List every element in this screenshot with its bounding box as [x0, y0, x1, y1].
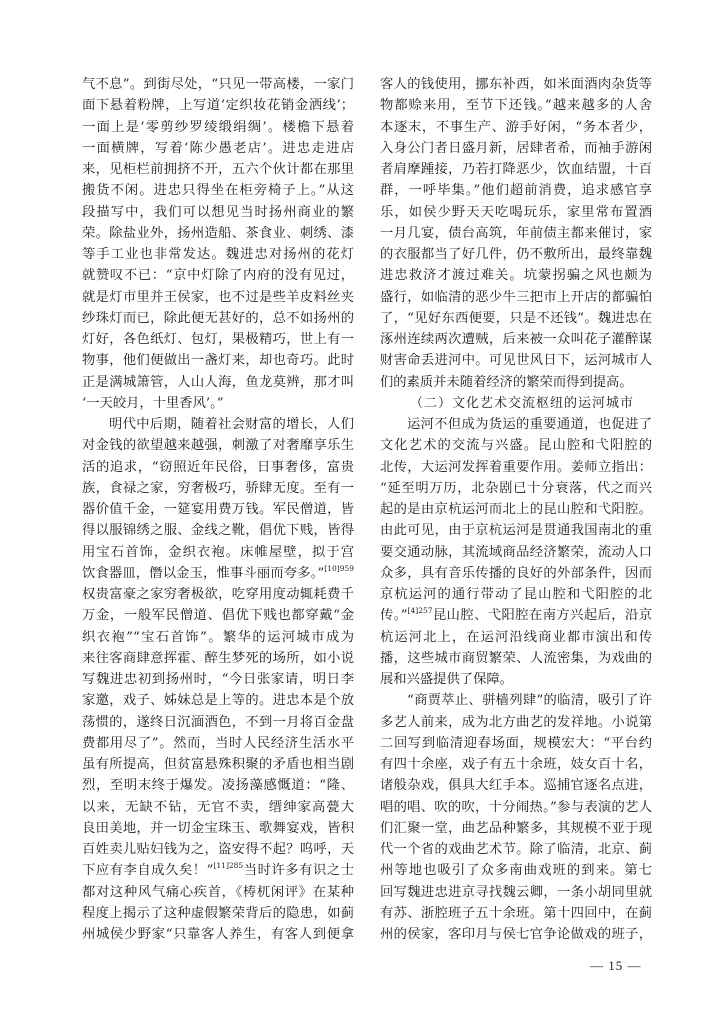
line-text: 来，见柜栏前拥挤不开，五六个伙计都在那里 [82, 162, 354, 177]
line-text: 一面横牌，写着‘陈少愚老店’。进忠走进店 [82, 140, 354, 156]
line-text: “延至明万历，北杂剧已十分衰落，代之而兴 [380, 480, 652, 496]
text-line [82, 669, 354, 690]
text-line [380, 690, 652, 711]
text-line [82, 542, 354, 563]
citation-reference: [10]959 [324, 563, 354, 573]
text-line [380, 648, 652, 669]
text-line [380, 95, 652, 116]
page-number: — 15 — [590, 958, 642, 973]
text-line [380, 138, 652, 159]
line-text: 客人的钱使用，挪东补西，如米面酒肉杂货等 [380, 77, 652, 92]
line-text: 回写魏进忠进京寻找魏云卿，一条小胡同里就 [380, 884, 652, 900]
text-line [82, 712, 354, 733]
text-line [82, 627, 354, 648]
text-line [380, 797, 652, 818]
line-text: 写魏进忠初到扬州时，“今日张家请，明日李 [82, 672, 354, 687]
text-line [82, 95, 354, 116]
text-line [82, 818, 354, 839]
text-line [380, 265, 652, 286]
line-text-continued: 当时许多有识之士 [243, 863, 354, 879]
text-line [82, 520, 354, 541]
line-text: 的衣服都当了好几件，仍不敷所出，最终靠魏 [380, 247, 652, 262]
line-text: 州等地也吸引了众多南曲戏班的到来。第七 [380, 863, 652, 879]
text-line [380, 159, 652, 180]
text-line [82, 839, 354, 860]
text-line [82, 860, 354, 881]
line-text: 得以服锦绣之服、金线之靴，倡优下贱，皆得 [82, 523, 354, 539]
line-text: 一月几宴，债台高筑，年前债主都来催讨，家 [380, 225, 652, 241]
line-text: 了，“见好东西便要，只是不还钱”。魏进忠在 [380, 310, 652, 326]
line-text: 传。” [380, 608, 408, 624]
text-line [82, 563, 354, 584]
text-line [380, 627, 652, 648]
line-text: 由此可见，由于京杭运河是贯通我国南北的重 [380, 523, 652, 539]
line-text: 有苏、浙腔班子五十余班。第十四回中，在蓟 [380, 905, 652, 921]
text-line [380, 499, 652, 520]
line-text: 等手工业也非常发达。魏进忠对扬州的花灯 [82, 247, 354, 262]
line-text: 进忠救济才渡过难关。坑蒙拐骗之风也颇为 [380, 268, 652, 284]
citation-reference: [11]285 [213, 861, 244, 871]
text-line [82, 180, 354, 201]
line-text: 财害命丢进河中。可见世风日下，运河城市人 [380, 353, 652, 369]
text-line [380, 669, 652, 690]
line-text: 京杭运河的通行带动了昆山腔和弋阳腔的北 [380, 587, 652, 602]
text-line [82, 690, 354, 711]
text-line [380, 414, 652, 435]
line-text: 正是满城箫管，人山人海，鱼龙莫辨，那才叫 [82, 374, 354, 390]
text-line [82, 244, 354, 265]
text-line [82, 308, 354, 329]
text-line [82, 478, 354, 499]
text-line [380, 754, 652, 775]
line-text: 群，一呼毕集。”他们超前消费，追求感官享 [380, 183, 652, 199]
text-line [380, 818, 652, 839]
text-line [82, 648, 354, 669]
line-text: 对金钱的欲望越来越强，刺激了对奢靡享乐生 [82, 438, 354, 454]
text-line [82, 329, 354, 350]
text-line [380, 712, 652, 733]
text-line [82, 117, 354, 138]
line-text: 家邀，戏子、姊妹总是上等的。进忠本是个放 [82, 693, 354, 709]
line-text: 涿州连续两次遭贼，后来被一众叫花子灌醉谋 [380, 332, 652, 347]
text-line [380, 903, 652, 924]
line-text: 乐，如侯少野天天吃喝玩乐，家里常布置酒 [380, 204, 652, 220]
line-text: 活的追求，“窃照近年民俗，日事奢侈，富贵 [82, 459, 354, 475]
text-line [82, 223, 354, 244]
line-text: 面下悬着粉牌，上写道‘定织妆花销金洒线’； [82, 98, 354, 114]
text-line [82, 754, 354, 775]
line-text: 一面上是‘零剪纱罗绫缎绢绸’。楼檐下悬着 [82, 119, 354, 135]
line-text: 来往客商肆意挥霍、醉生梦死的场所，如小说 [82, 650, 354, 666]
line-text: 就是灯市里并王侯家，也不过是些羊皮料丝夹 [82, 289, 354, 305]
text-line [380, 605, 652, 626]
line-text: 气不息”。到街尽处，“只见一带高楼，一家门 [82, 77, 354, 92]
line-text: 唱的唱、吹的吹，十分闹热。”参与表演的艺人 [380, 799, 652, 815]
text-line [82, 393, 354, 414]
citation-reference: [4]257 [407, 606, 433, 616]
line-text: 搬货不闲。进忠只得坐在柜旁椅子上。”从这 [82, 183, 354, 199]
line-text: 以来，无缺不钻，无官不卖，缙绅家高甍大 [82, 799, 354, 815]
text-line [380, 584, 652, 605]
line-text: 就赞叹不已：“京中灯除了内府的没有见过， [82, 268, 354, 284]
text-line [380, 775, 652, 796]
line-text: 纱珠灯而已，除此便无甚好的，总不如扬州的 [82, 310, 354, 326]
text-line [380, 520, 652, 541]
text-line [380, 563, 652, 584]
line-text: 多艺人前来，成为北方曲艺的发祥地。小说第 [380, 714, 652, 730]
line-text: 盛行，如临清的恶少牛三把市上开店的都骗怕 [380, 289, 652, 305]
line-text-continued: 昆山腔、弋阳腔在南方兴起后，沿京 [432, 608, 652, 624]
line-text: 众多，具有音乐传播的良好的外部条件，因而 [380, 565, 652, 581]
text-line [380, 882, 652, 903]
line-text: 万金，一般军民僧道、倡优下贱也都穿戴“金 [82, 608, 354, 624]
line-text: 播，这些城市商贸繁荣、人流密集，为戏曲的 [380, 650, 652, 666]
line-text: 诸般杂戏，俱具大红手本。巡捕官逐名点进， [380, 778, 652, 794]
text-line [380, 202, 652, 223]
text-line [82, 287, 354, 308]
text-line [380, 372, 652, 393]
line-text: 有四十余座，戏子有五十余班，妓女百十名， [380, 757, 652, 772]
text-line [380, 244, 652, 265]
text-line [82, 138, 354, 159]
left-column [82, 74, 354, 945]
line-text: 族，食禄之家，穷奢极巧，骄肆无度。至有一 [82, 480, 354, 496]
text-line [380, 350, 652, 371]
line-text: 百姓卖儿贴妇钱为之，盗安得不起？呜呼，天 [82, 842, 354, 857]
line-text: 杭运河北上，在运河沿线商业都市演出和传 [380, 629, 652, 645]
line-text: 入身公门者日盛月新，居肆者希，而袖手游闲 [380, 140, 652, 156]
line-text: 费都用尽了”。然而，当时人民经济生活水平 [82, 735, 354, 751]
line-text: 起的是由京杭运河而北上的昆山腔和弋阳腔。 [380, 502, 652, 517]
line-text: 文化艺术的交流与兴盛。昆山腔和弋阳腔的 [380, 438, 652, 454]
text-line [380, 308, 652, 329]
line-text: 荣。除盐业外，扬州造船、茶食业、刺绣、漆 [82, 225, 354, 241]
text-line [380, 435, 652, 456]
section-heading [380, 393, 652, 414]
line-text: 用宝石首饰，金织衣袍。床帷屋壁，拟于宫 [82, 544, 354, 560]
text-line [82, 202, 354, 223]
line-text: 织衣袍”“宝石首饰”。繁华的运河城市成为 [82, 629, 354, 645]
line-text: 程度上揭示了这种虚假繁荣背后的隐患，如蓟 [82, 905, 354, 921]
text-line [82, 924, 354, 945]
line-text: “商贾萃止、骈樯列肆”的临清，吸引了许 [407, 693, 652, 709]
text-line [82, 775, 354, 796]
text-line [380, 180, 652, 201]
line-text: 烈，至明末终于爆发。凌扬藻感慨道：“隆、 [82, 778, 354, 794]
text-line [82, 605, 354, 626]
text-line [82, 584, 354, 605]
text-line [380, 924, 652, 945]
text-line [380, 287, 652, 308]
line-text: 北传，大运河发挥着重要作用。姜师立指出： [380, 459, 652, 475]
text-line [82, 797, 354, 818]
line-text: 州城侯少野家“只靠客人养生，有客人到便拿 [82, 927, 354, 942]
line-text: 都对这种风气痛心疾首，《梼杌闲评》在某种 [82, 884, 354, 900]
line-text: 二回写到临清迎春场面，规模宏大：“平台约 [380, 735, 652, 751]
line-text: 物都赊来用，至节下还钱。”越来越多的人舍 [380, 98, 652, 114]
line-text: 段描写中，我们可以想见当时扬州商业的繁 [82, 204, 354, 220]
line-text: 们的素质并未随着经济的繁荣而得到提高。 [380, 374, 633, 390]
line-text: 权贵富豪之家穷奢极欲，吃穿用度动辄耗费千 [82, 587, 354, 602]
text-line [380, 74, 652, 95]
line-text: 灯好，各色纸灯、包灯，果极精巧，世上有一 [82, 332, 354, 347]
line-text: 饮食器皿，僭以金玉，惟事斗丽而夸多。” [82, 565, 325, 581]
line-text: 代一个省的戏曲艺术节。除了临清，北京、蓟 [380, 842, 652, 857]
text-line [380, 457, 652, 478]
line-text: ‘一天皎月，十里香风’。” [82, 395, 224, 411]
line-text: 们汇聚一堂，曲艺品种繁多，其规模不亚于现 [380, 820, 652, 836]
text-line [82, 882, 354, 903]
text-line [82, 457, 354, 478]
line-text: （二）文化艺术交流枢纽的运河城市 [410, 395, 635, 411]
text-line [380, 839, 652, 860]
text-line [82, 350, 354, 371]
text-line [380, 733, 652, 754]
text-line [380, 478, 652, 499]
line-text: 本逐末，不事生产、游手好闲，“务本者少， [380, 119, 652, 135]
line-text: 州的侯家，客印月与侯七官争论做戏的班子， [380, 927, 652, 942]
text-line [82, 74, 354, 95]
line-text: 运河不但成为货运的重要通道，也促进了 [407, 417, 652, 432]
text-line [380, 329, 652, 350]
text-line [82, 159, 354, 180]
line-text: 下应有李自成久矣！” [82, 863, 214, 879]
text-line [380, 542, 652, 563]
line-text: 荡惯的，遂终日沉湎酒色，不到一月将百金盘 [82, 714, 354, 730]
line-text: 良田美地，并一切金宝珠玉、歌舞宴戏，皆积 [82, 820, 354, 836]
text-line [82, 372, 354, 393]
line-text: 物事，他们便做出一盏灯来，却也奇巧。此时 [82, 353, 354, 369]
right-column [380, 74, 652, 945]
line-text: 者肩摩踵接，乃若打降恶少，饮血结盟，十百 [380, 162, 652, 177]
text-line [82, 265, 354, 286]
line-text: 明代中后期，随着社会财富的增长，人们 [109, 417, 354, 432]
text-line [82, 435, 354, 456]
line-text: 展和兴盛提供了保障。 [380, 672, 513, 687]
text-line [380, 223, 652, 244]
text-line [82, 733, 354, 754]
line-text: 器价值千金，一筵宴用费万钱。军民僧道，皆 [82, 502, 354, 517]
text-line [82, 414, 354, 435]
text-line [82, 903, 354, 924]
line-text: 虽有所提高，但贫富悬殊积聚的矛盾也相当剧 [82, 757, 354, 772]
line-text: 要交通动脉，其流域商品经济繁荣，流动人口 [380, 544, 652, 560]
text-line [82, 499, 354, 520]
text-line [380, 117, 652, 138]
text-line [380, 860, 652, 881]
